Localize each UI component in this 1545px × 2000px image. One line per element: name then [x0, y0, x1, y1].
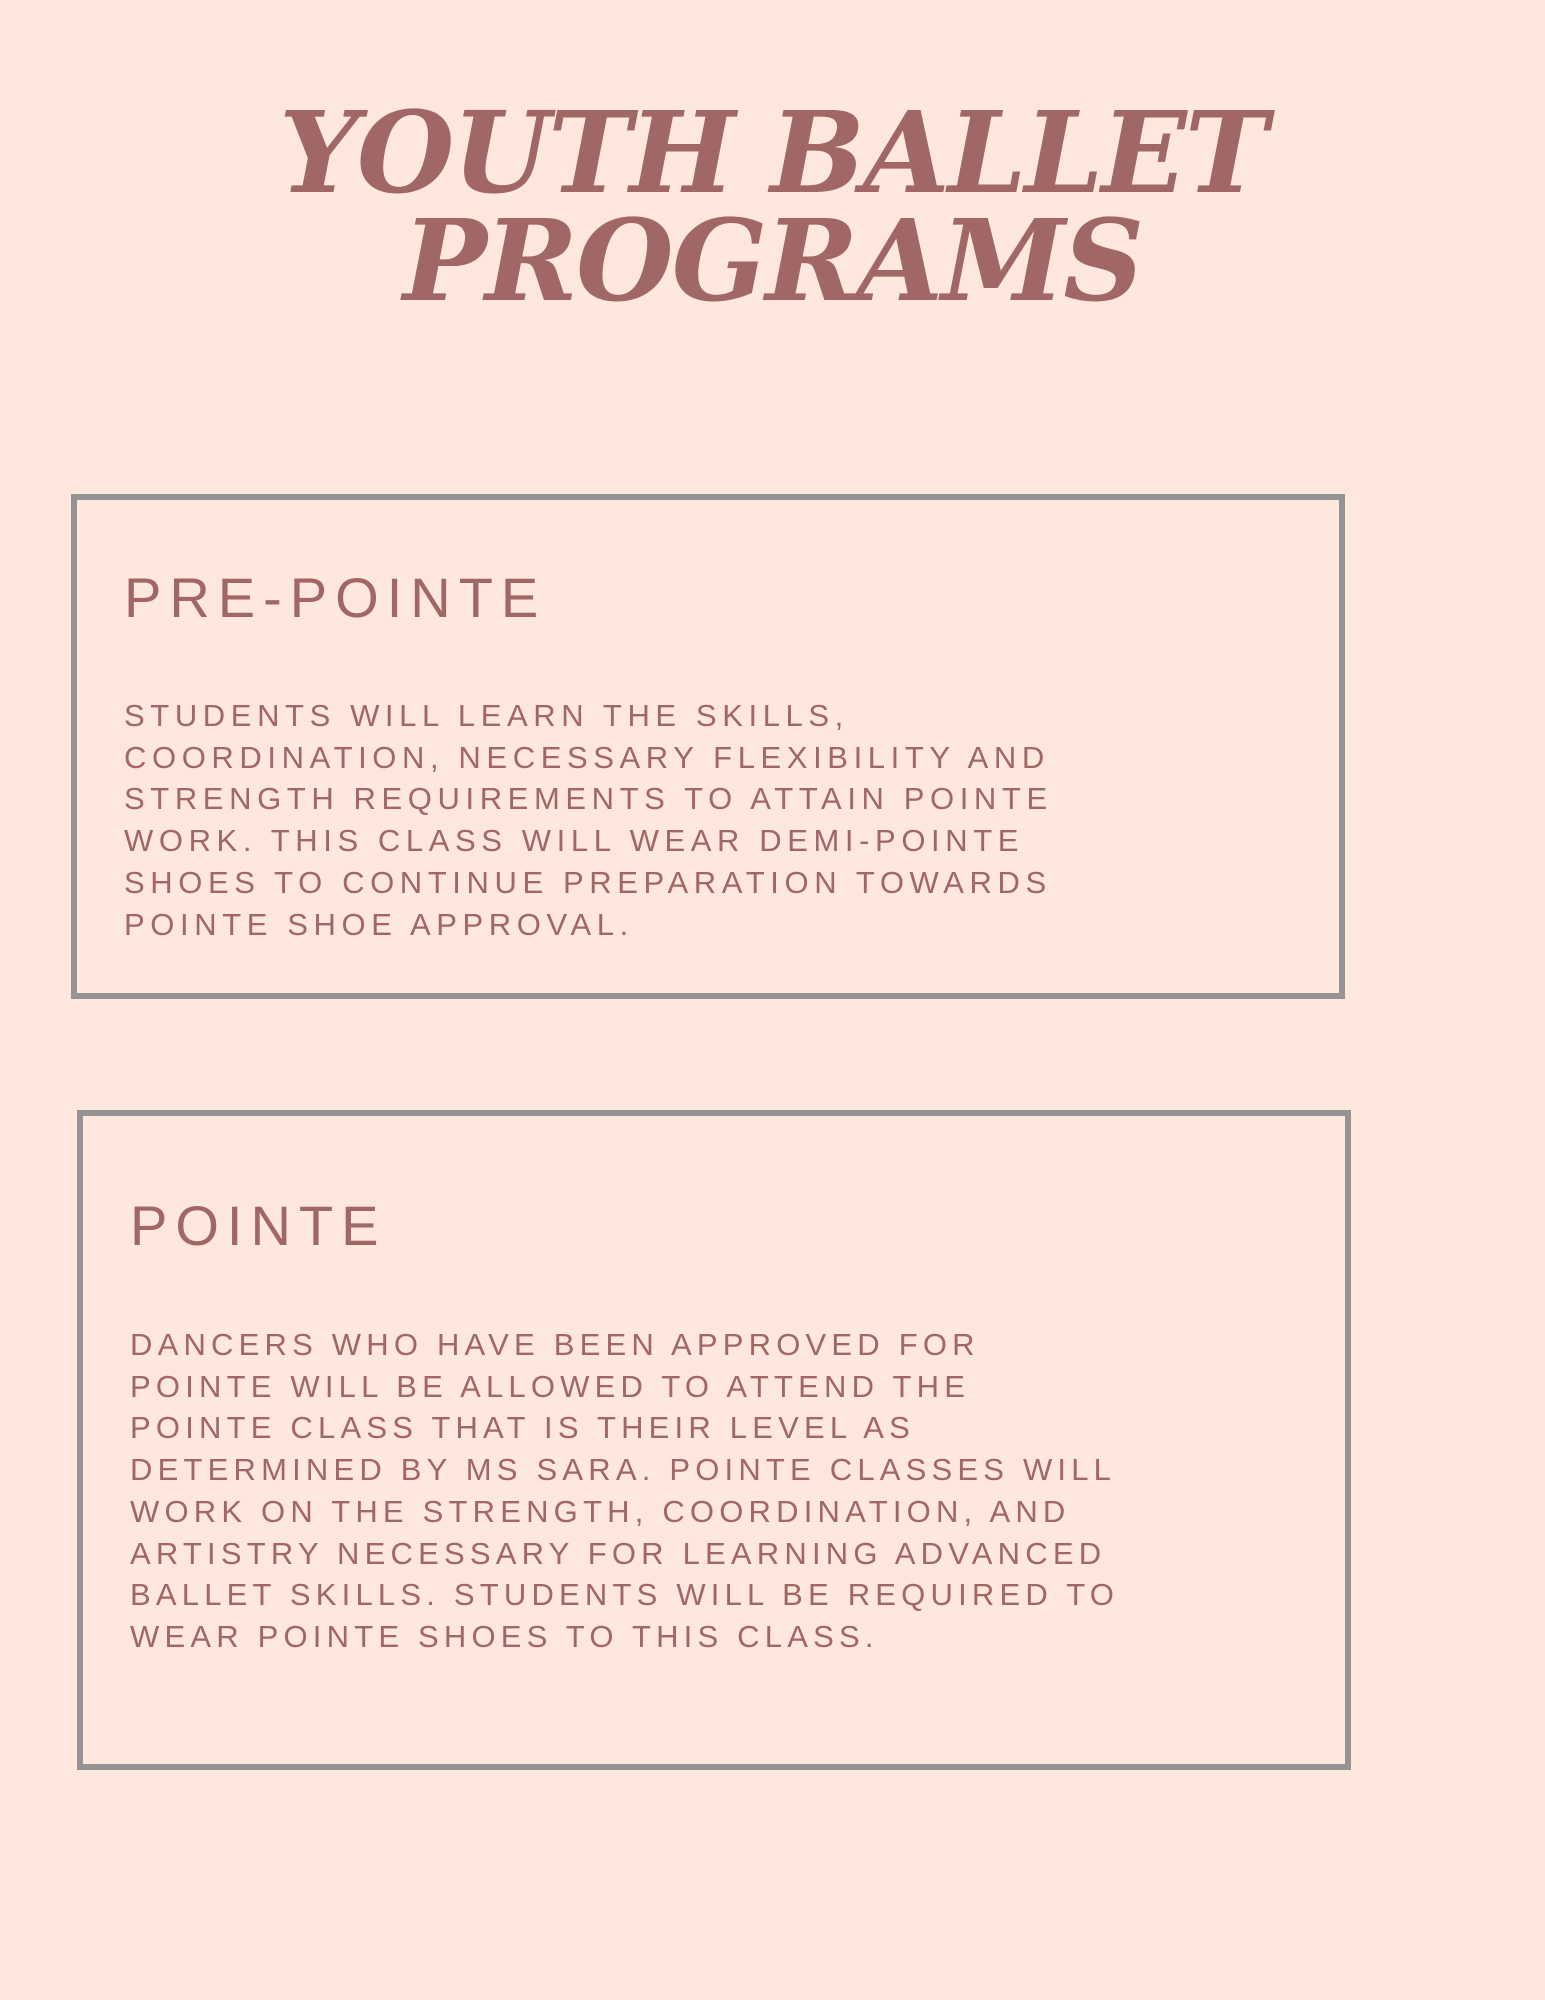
page-title-line: PROGRAMS — [402, 196, 1143, 327]
description-line: POINTE WILL BE ALLOWED TO ATTEND THE — [130, 1368, 971, 1404]
page-title-line: YOUTH BALLET — [278, 88, 1267, 219]
program-card-pre-pointe — [71, 494, 1345, 999]
description-line: ARTISTRY NECESSARY FOR LEARNING ADVANCED — [130, 1535, 1107, 1571]
page-title — [0, 88, 1545, 327]
description-line: DETERMINED BY MS SARA. POINTE CLASSES WILL — [130, 1452, 1117, 1488]
program-description — [124, 695, 1264, 945]
description-line: BALLET SKILLS. STUDENTS WILL BE REQUIRED TO — [130, 1577, 1120, 1613]
description-line: POINTE SHOE APPROVAL. — [124, 906, 634, 942]
description-line: STRENGTH REQUIREMENTS TO ATTAIN POINTE — [124, 781, 1053, 817]
description-line: WORK ON THE STRENGTH, COORDINATION, AND — [130, 1493, 1071, 1529]
program-card-pointe — [77, 1110, 1351, 1770]
description-line: SHOES TO CONTINUE PREPARATION TOWARDS — [124, 864, 1052, 900]
description-line: STUDENTS WILL LEARN THE SKILLS, — [124, 698, 849, 733]
program-heading: POINTE — [130, 1194, 387, 1257]
description-line: WEAR POINTE SHOES TO THIS CLASS. — [130, 1618, 879, 1654]
description-line: COORDINATION, NECESSARY FLEXIBILITY AND — [124, 739, 1050, 775]
program-description — [130, 1324, 1270, 1658]
description-line: POINTE CLASS THAT IS THEIR LEVEL AS — [130, 1410, 915, 1446]
description-line: DANCERS WHO HAVE BEEN APPROVED FOR — [130, 1327, 980, 1362]
program-heading: PRE-POINTE — [124, 566, 547, 629]
description-line: WORK. THIS CLASS WILL WEAR DEMI-POINTE — [124, 823, 1025, 859]
